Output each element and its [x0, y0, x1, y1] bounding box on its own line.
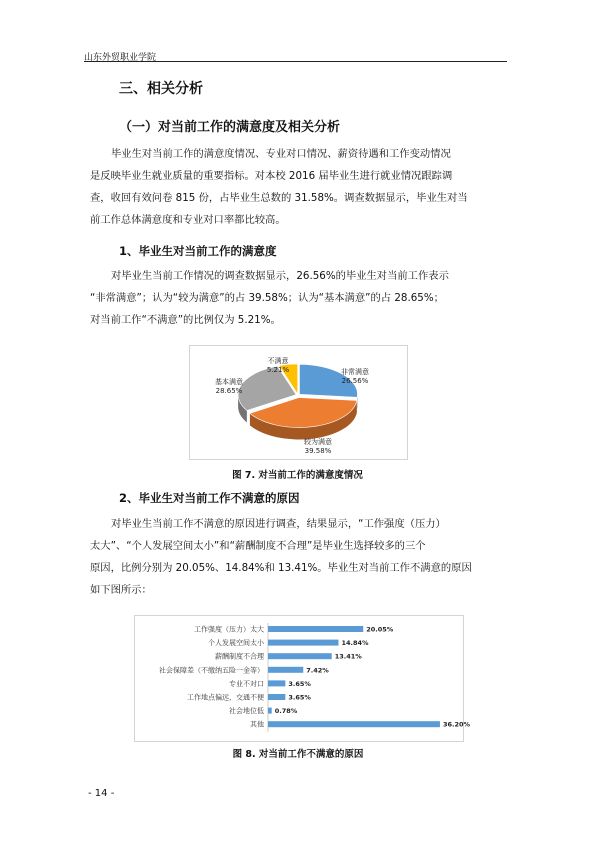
pie-value-label: 28.65% [215, 387, 243, 395]
part1-line: “非常满意”；认为“较为满意”的占 39.58%；认为“基本满意”的占 28.65%； [90, 292, 444, 304]
pie-category-label: 非常满意 [341, 368, 369, 376]
pie-category-label: 较为满意 [304, 438, 332, 446]
bar-category-label: 社会保障差（不缴纳五险一金等） [159, 666, 264, 675]
bar-value-label: 14.84% [341, 639, 369, 648]
figure8-caption: 图 8. 对当前工作不满意的原因 [232, 749, 364, 760]
figure7-caption: 图 7. 对当前工作的满意度情况 [232, 470, 363, 481]
bar-value-label: 13.41% [334, 652, 362, 661]
intro-paragraph [90, 143, 510, 231]
part1-heading: 1、毕业生对当前工作的满意度 [119, 244, 277, 258]
bar [268, 667, 303, 673]
bar [268, 626, 363, 632]
intro-line: 前工作总体满意度和专业对口率都比较高。 [90, 214, 286, 226]
bar-value-label: 36.20% [442, 720, 471, 729]
bar-category-label: 其他 [250, 720, 264, 729]
section-title: 三、相关分析 [119, 81, 203, 97]
bar [268, 708, 272, 714]
part2-line: 对毕业生当前工作不满意的原因进行调查，结果显示，“工作强度（压力） [111, 518, 446, 530]
bar [268, 680, 285, 686]
bar-category-label: 社会地位低 [229, 707, 264, 716]
bar-category-label: 工作强度（压力）太大 [194, 625, 264, 634]
bar-category-label: 薪酬制度不合理 [215, 652, 264, 661]
pie-svg [190, 346, 407, 459]
part1-paragraph [90, 265, 510, 331]
header-institution: 山东外贸职业学院 [84, 53, 157, 63]
bar [268, 653, 332, 659]
part1-line: 对当前工作“不满意”的比例仅为 5.21%。 [90, 314, 281, 326]
pie-value-label: 39.58% [304, 447, 332, 455]
pie-value-label: 5.21% [266, 366, 290, 374]
header-rule [84, 61, 507, 62]
subsection-title: （一）对当前工作的满意度及相关分析 [119, 120, 341, 135]
bar-category-label: 工作地点偏远，交通不便 [187, 693, 264, 702]
part2-paragraph [90, 513, 510, 601]
bar [268, 640, 338, 646]
part2-heading: 2、毕业生对当前工作不满意的原因 [119, 491, 300, 505]
reasons-bar-chart [134, 615, 471, 742]
intro-line: 毕业生对当前工作的满意度情况、专业对口情况、薪资待遇和工作变动情况 [111, 148, 451, 160]
bar-category-label: 个人发展空间太小 [208, 639, 264, 648]
part2-line: 如下图所示： [90, 584, 152, 596]
pie-value-label: 26.56% [341, 377, 369, 385]
part2-line: 原因，比例分别为 20.05%、14.84%和 13.41%。毕业生对当前工作不满意的原因 [90, 562, 472, 574]
bar-svg [135, 616, 471, 741]
bar-value-label: 0.78% [274, 707, 298, 716]
bar-value-label: 7.42% [306, 666, 329, 675]
pie-category-label: 基本满意 [215, 378, 243, 386]
part2-line: 太大”、“个人发展空间太小”和“薪酬制度不合理”是毕业生选择较多的三个 [90, 540, 426, 552]
bar-category-label: 专业不对口 [229, 679, 264, 688]
bar-value-label: 3.65% [288, 693, 311, 702]
page-number: - 14 - [88, 788, 115, 799]
bar-value-label: 20.05% [366, 625, 394, 634]
bar [268, 721, 440, 727]
bar-value-label: 3.65% [288, 679, 311, 688]
intro-line: 是反映毕业生就业质量的重要指标。对本校 2016 届毕业生进行就业情况跟踪调 [90, 170, 453, 182]
pie-category-label: 不满意 [267, 357, 289, 365]
bar [268, 694, 285, 700]
intro-line: 查，收回有效问卷 815 份，占毕业生总数的 31.58%。调查数据显示，毕业生对当 [90, 192, 468, 204]
satisfaction-pie-chart [189, 345, 408, 460]
part1-line: 对毕业生当前工作情况的调查数据显示，26.56%的毕业生对当前工作表示 [111, 270, 449, 282]
